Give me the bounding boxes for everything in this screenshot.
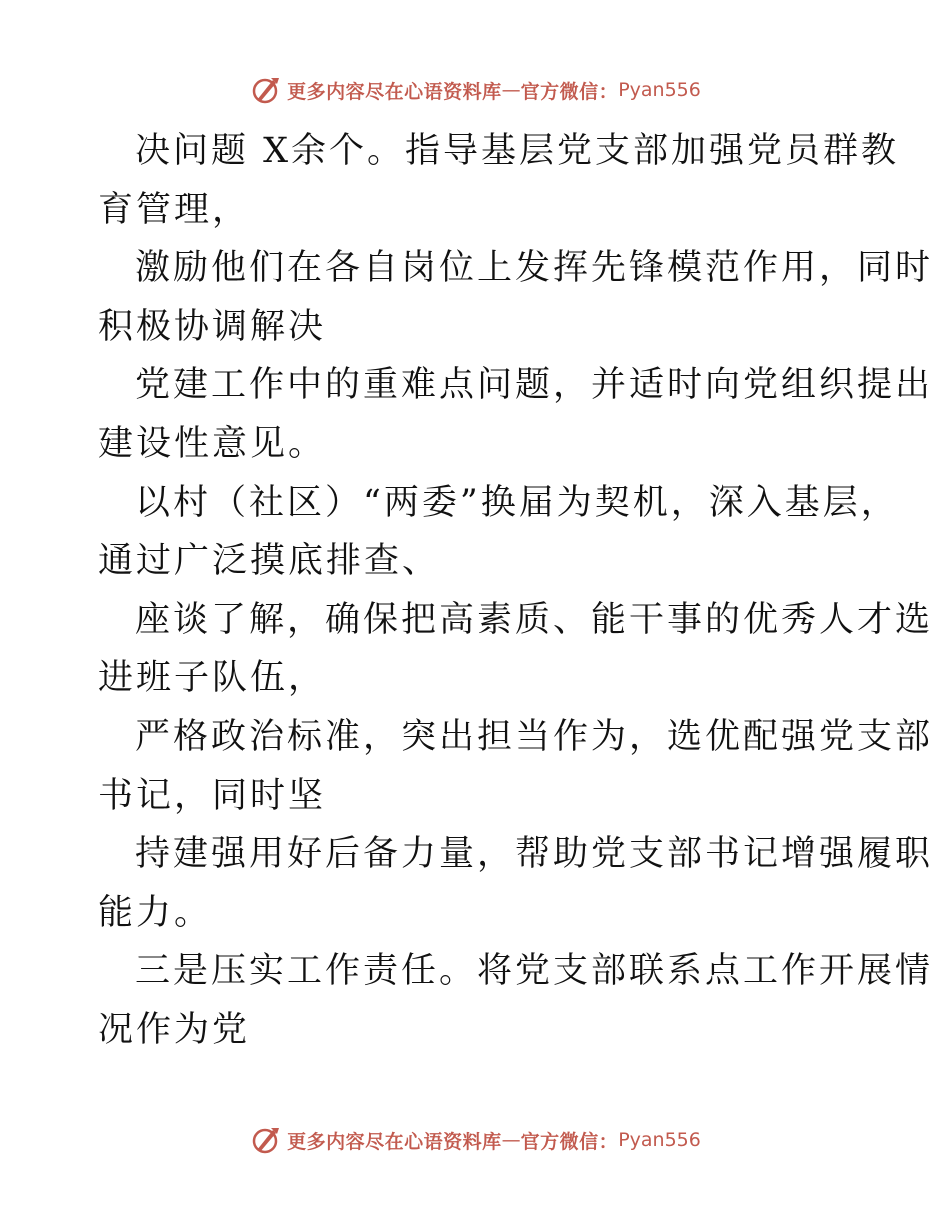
- body-line: 进班子队伍，: [98, 658, 327, 699]
- quill-pen-logo-icon: [249, 74, 281, 106]
- body-line: 党建工作中的重难点问题，并适时向党组织提出: [135, 365, 934, 406]
- banner-main-text: 更多内容尽在心语资料库: [287, 1130, 502, 1153]
- body-line: 严格政治标准，突出担当作为，选优配强党支部: [135, 716, 934, 757]
- body-line: 激励他们在各自岗位上发挥先锋模范作用，同时: [135, 248, 934, 289]
- banner-main-text: 更多内容尽在心语资料库: [287, 80, 502, 103]
- body-line: 决问题 X余个。指导基层党支部加强党员群教: [135, 131, 900, 171]
- body-line: 通过广泛摸底排查、: [98, 541, 441, 582]
- body-line: 持建强用好后备力量，帮助党支部书记增强履职: [135, 834, 934, 875]
- banner-separator: —: [501, 1129, 521, 1151]
- body-line: 建设性意见。: [98, 423, 327, 464]
- footer-banner: [0, 1120, 950, 1160]
- body-line: 育管理，: [98, 189, 251, 230]
- banner-wechat-id: Pyan556: [618, 79, 701, 101]
- banner-wechat-label: 官方微信：: [520, 1130, 619, 1153]
- body-line: 况作为党: [98, 1009, 251, 1050]
- banner-separator: —: [501, 79, 521, 101]
- body-line: 以村（社区）“两委”换届为契机，深入基层，: [135, 482, 899, 523]
- body-line: 能力。: [98, 892, 213, 933]
- banner-wechat-id: Pyan556: [618, 1129, 701, 1151]
- quill-pen-logo-icon: [249, 1124, 281, 1156]
- document-body: [98, 122, 934, 1060]
- body-line: 积极协调解决: [98, 306, 327, 347]
- header-banner: [0, 70, 950, 110]
- body-line: 座谈了解，确保把高素质、能干事的优秀人才选: [135, 599, 934, 640]
- body-line: 书记，同时坚: [98, 775, 327, 816]
- banner-wechat-label: 官方微信：: [520, 80, 619, 103]
- body-line: 三是压实工作责任。将党支部联系点工作开展情: [135, 951, 934, 992]
